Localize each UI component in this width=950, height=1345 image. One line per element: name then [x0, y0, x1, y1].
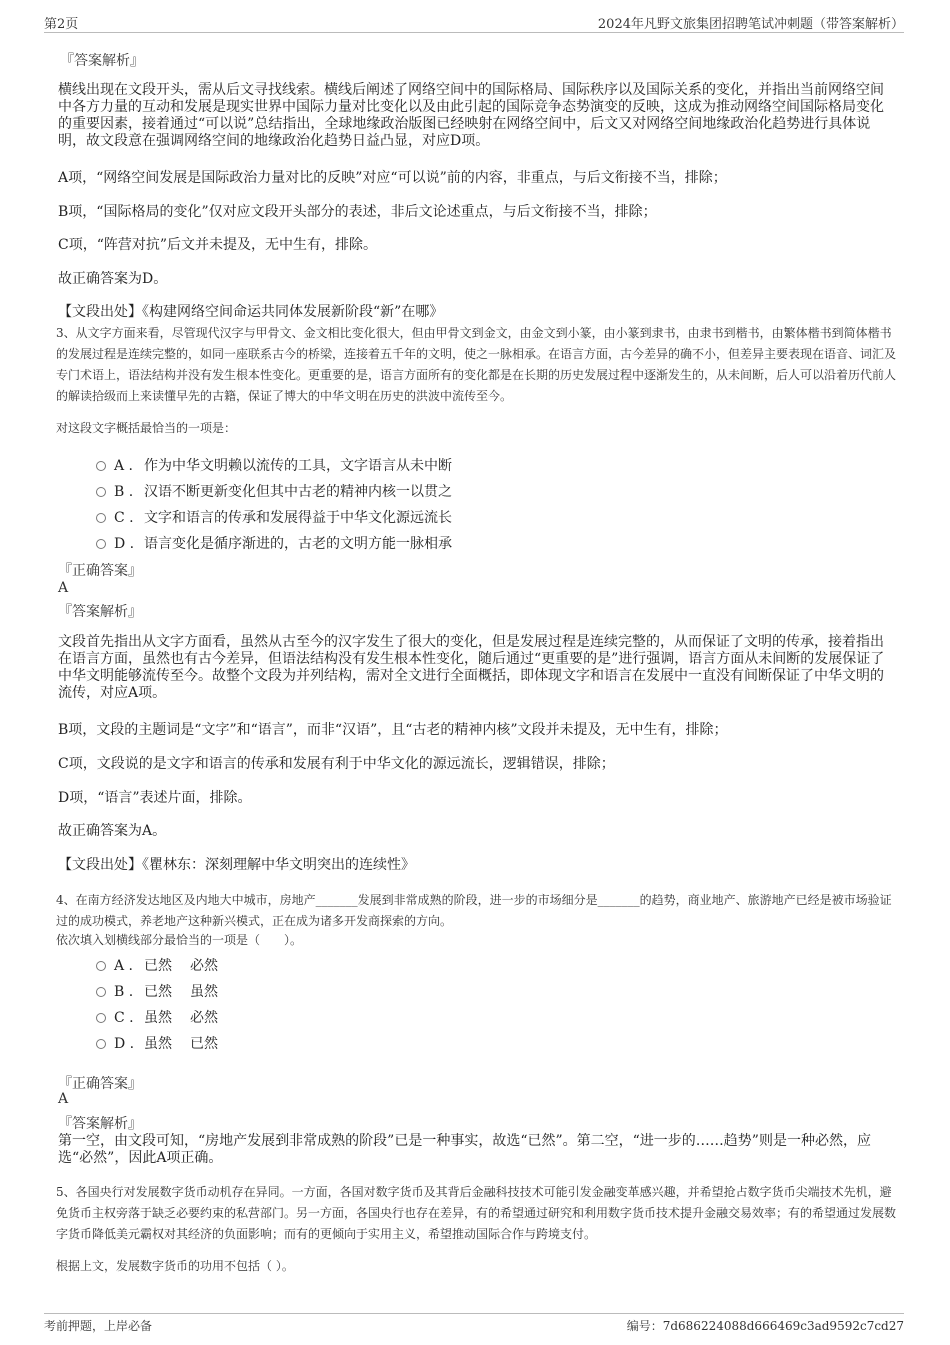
q3-analysis-label: 『答案解析』 [58, 604, 142, 620]
document-code-label: 编号： [626, 1319, 663, 1333]
q3-option-b-note: B项，文段的主题词是“文字”和“语言”，而非“汉语”，且“古老的精神内核”文段并未提及，无中生有，排除； [58, 722, 728, 738]
footer-slogan: 考前押题，上岸必备 [44, 1319, 153, 1333]
footer-divider [44, 1313, 904, 1314]
q4-option-b[interactable]: B . 已然 虽然 [96, 981, 218, 1001]
q4-question: 依次填入划横线部分最恰当的一项是（ ）。 [56, 933, 303, 947]
radio-icon[interactable] [96, 961, 106, 971]
document-code [627, 1317, 904, 1334]
q3-option-c-note: C项，文段说的是文字和语言的传承和发展有利于中华文化的源远流长，逻辑错误，排除； [58, 756, 615, 772]
q2-conclusion: 故正确答案为D。 [58, 271, 168, 287]
radio-icon[interactable] [96, 539, 106, 549]
q2-option-c-note: C项，“阵营对抗”后文并未提及，无中生有，排除。 [58, 237, 378, 253]
q4-answer: A [58, 1091, 69, 1107]
q4-option-d[interactable]: D . 虽然 已然 [96, 1033, 218, 1053]
q3-answer-label: 『正确答案』 [58, 563, 142, 579]
q3-conclusion: 故正确答案为A。 [58, 823, 167, 839]
radio-icon[interactable] [96, 987, 106, 997]
header-divider [44, 32, 904, 33]
q2-option-a-note: A项，“网络空间发展是国际政治力量对比的反映”对应“可以说”前的内容，非重点，与后文衔接不当，排除； [58, 170, 727, 186]
radio-icon[interactable] [96, 487, 106, 497]
document-code-value: 7d686224088d666469c3ad9592c7cd27 [662, 1319, 904, 1333]
page-footer [0, 1305, 950, 1345]
page-header [0, 0, 950, 33]
q2-option-b-note: B项，“国际格局的变化”仅对应文段开头部分的表述，非后文论述重点，与后文衔接不当，排除； [58, 204, 657, 220]
q4-option-c[interactable]: C . 虽然 必然 [96, 1007, 218, 1027]
q4-answer-label: 『正确答案』 [58, 1076, 142, 1092]
q4-option-a[interactable]: A . 已然 必然 [96, 955, 218, 975]
q3-option-d[interactable]: D . 语言变化是循序渐进的，古老的文明方能一脉相承 [96, 533, 452, 553]
q3-stem: 3、从文字方面来看，尽管现代汉字与甲骨文、金文相比变化很大，但由甲骨文到金文，由金文到小篆，由小篆到隶书，由隶书到楷书，由繁体楷书到简体楷书的发展过程是连续完整的，如同一座联系古今的桥梁，连接着五千年的文明，使之一脉相承。在语言方面，古今差异的确不小，但差异主要表现在语音、词汇及专门术语上，语法结构并没有发生根本性变化。更重要的是，语言方面所有的变化都是在长期的历史发展过程中逐渐发生的，从未间断，后人可以沿着历代前人的解读拾级而上来读懂早先的古籍，保证了博大的中华文明在历史的洪波中流传至今。 [56, 326, 897, 403]
q2-source: 【文段出处】《构建网络空间命运共同体发展新阶段“新”在哪》 [58, 304, 444, 320]
q3-analysis: 文段首先指出从文字方面看，虽然从古至今的汉字发生了很大的变化，但是发展过程是连续完整的，从而保证了文明的传承，接着指出在语言方面，虽然也有古今差异，但语法结构没有发生根本性变化，随后通过“更重要的是”进行强调，语言方面从未间断的发展保证了中华文明能够流传至今。故整个文段为并列结构，需对全文进行全面概括，即体现文字和语言在发展中一直没有间断保证了中华文明的流传，对应A项。 [58, 634, 885, 701]
q2-analysis: 横线出现在文段开头，需从后文寻找线索。横线后阐述了网络空间中的国际格局、国际秩序以及国际关系的变化，并指出当前网络空间中各方力量的互动和发展是现实世界中国际力量对比变化以及由此引起的国际竞争态势演变的反映，这成为推动网络空间国际格局变化的重要因素，接着通过“可以说”总结指出，全球地缘政治版图已经映射在网络空间中，后文又对网络空间地缘政治化趋势进行具体说明，故文段意在强调网络空间的地缘政治化趋势日益凸显，对应D项。 [58, 82, 884, 149]
q4-analysis-label: 『答案解析』 [58, 1116, 142, 1132]
q3-question: 对这段文字概括最恰当的一项是： [56, 421, 237, 435]
q4-stem: 4、在南方经济发达地区及内地大中城市，房地产_______发展到非常成熟的阶段，进一步的市场细分是_______的趋势，商业地产、旅游地产已经是被市场验证过的成功模式，养老地产这种新兴模式，正在成为诸多开发商探索的方向。 [56, 893, 892, 928]
document-title: 2024年凡野文旅集团招聘笔试冲刺题（带答案解析） [597, 17, 904, 32]
q3-option-d-note: D项，“语言”表述片面，排除。 [58, 790, 252, 806]
q5-question: 根据上文，发展数字货币的功用不包括（ ）。 [56, 1259, 294, 1273]
q3-option-a[interactable]: A . 作为中华文明赖以流传的工具，文字语言从未中断 [96, 455, 452, 475]
q5-stem: 5、各国央行对发展数字货币动机存在异同。一方面，各国对数字货币及其背后金融科技技术可能引发金融变革感兴趣，并希望抢占数字货币尖端技术先机，避免货币主权旁落于缺乏必要约束的私营部门。另一方面，各国央行也存在差异，有的希望通过研究和利用数字货币技术提升金融交易效率；有的希望通过发展数字货币降低美元霸权对其经济的负面影响；而有的更倾向于实用主义，希望推动国际合作与跨境支付。 [56, 1185, 897, 1241]
q4-analysis: 第一空，由文段可知，“房地产发展到非常成熟的阶段”已是一种事实，故选“已然”。第二空，“进一步的……趋势”则是一种必然，应选“必然”，因此A项正确。 [58, 1133, 871, 1166]
radio-icon[interactable] [96, 461, 106, 471]
radio-icon[interactable] [96, 1013, 106, 1023]
q3-answer: A [58, 580, 69, 596]
radio-icon[interactable] [96, 1039, 106, 1049]
radio-icon[interactable] [96, 513, 106, 523]
q2-analysis-label: 『答案解析』 [60, 53, 144, 69]
q3-source: 【文段出处】《瞿林东：深刻理解中华文明突出的连续性》 [58, 857, 415, 873]
q3-option-c[interactable]: C . 文字和语言的传承和发展得益于中华文化源远流长 [96, 507, 452, 527]
page-number: 第2页 [44, 17, 79, 32]
q3-option-b[interactable]: B . 汉语不断更新变化但其中古老的精神内核一以贯之 [96, 481, 452, 501]
